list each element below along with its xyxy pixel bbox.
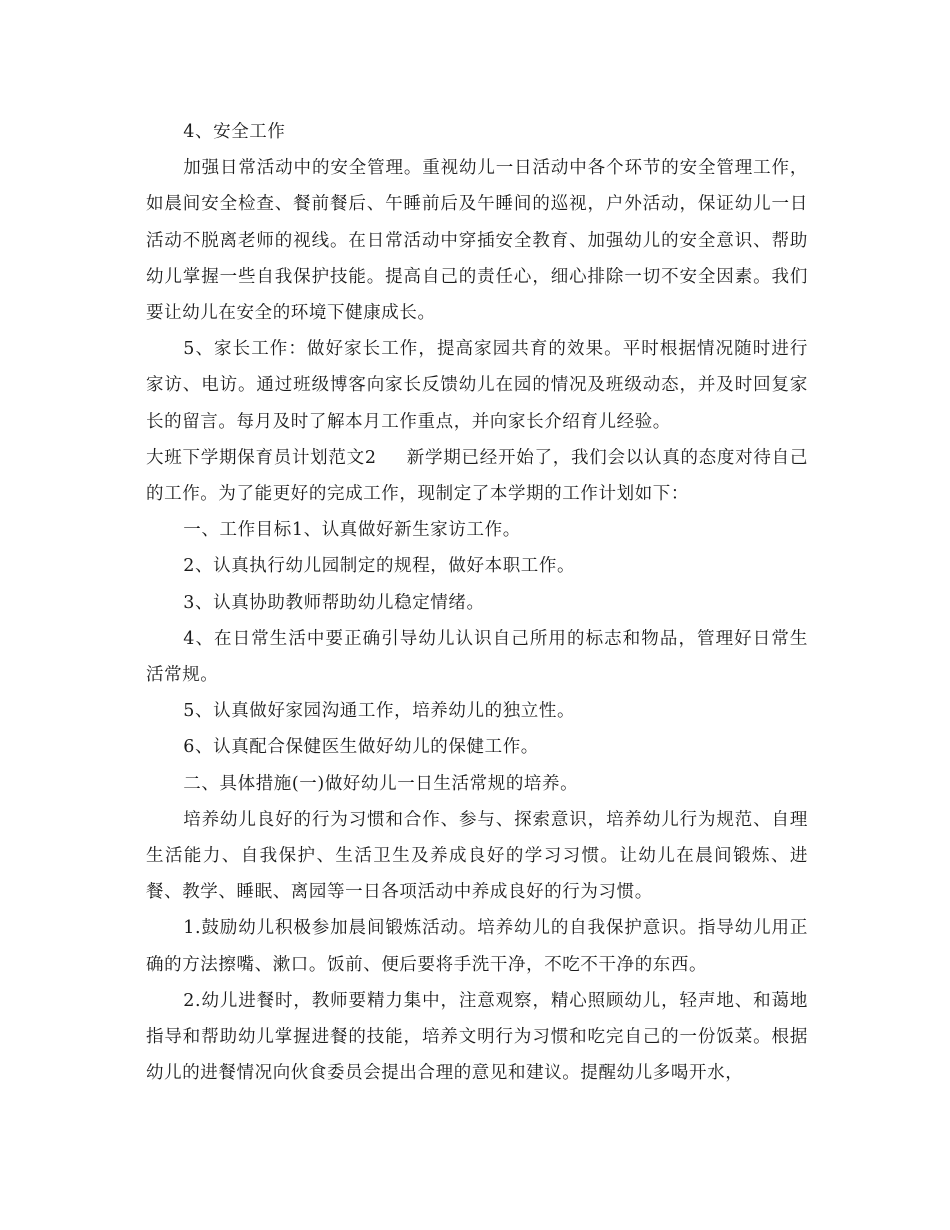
paragraph-measure-2: 2.幼儿进餐时，教师要精力集中，注意观察，精心照顾幼儿，轻声地、和蔼地指导和帮助幼儿掌握进餐的技能，培养文明行为习惯和吃完自己的一份饭菜。根据幼儿的进餐情况向伙食委员会提出合理的意见和建议。提醒幼儿多喝开水， xyxy=(146,990,808,1084)
paragraph-goal-5: 5、认真做好家园沟通工作，培养幼儿的独立性。 xyxy=(183,701,576,722)
document-body xyxy=(146,114,808,1091)
paragraph-plan-intro xyxy=(146,440,808,512)
paragraph-goal-6: 6、认真配合保健医生做好幼儿的保健工作。 xyxy=(183,737,539,758)
paragraph-safety-management: 加强日常活动中的安全管理。重视幼儿一日活动中各个环节的安全管理工作，如晨间安全检查、餐前餐后、午睡前后及午睡间的巡视，户外活动，保证幼儿一日活动不脱离老师的视线。在日常活动中穿插安全教育、加强幼儿的安全意识、帮助幼儿掌握一些自我保护技能。提高自己的责任心，细心排除一切不安全因素。我们要让幼儿在安全的环境下健康成长。 xyxy=(146,158,808,324)
section-title: 大班下学期保育员计划范文2 xyxy=(146,447,377,468)
paragraph-goal-2: 2、认真执行幼儿园制定的规程，做好本职工作。 xyxy=(183,556,576,577)
paragraph-habits: 培养幼儿良好的行为习惯和合作、参与、探索意识，培养幼儿行为规范、自理生活能力、自我保护、生活卫生及养成良好的学习习惯。让幼儿在晨间锻炼、进餐、教学、睡眠、离园等一日各项活动中养成良好的行为习惯。 xyxy=(146,809,808,903)
section-intro-text: 新学期已经开始了，我们会以认真的态度对待自己的工作。为了能更好的完成工作，现制定了本学期的工作计划如下： xyxy=(146,447,808,505)
paragraph-parent-work: 5、家长工作：做好家长工作，提高家园共育的效果。平时根据情况随时进行家访、电访。通过班级博客向家长反馈幼儿在园的情况及班级动态，并及时回复家长的留言。每月及时了解本月工作重点，并向家长介绍育儿经验。 xyxy=(146,339,808,432)
paragraph-measure-1: 1.鼓励幼儿积极参加晨间锻炼活动。培养幼儿的自我保护意识。指导幼儿用正确的方法擦嘴、漱口。饭前、便后要将手洗干净，不吃不干净的东西。 xyxy=(146,918,808,975)
paragraph-measures-heading: 二、具体措施(一)做好幼儿一日生活常规的培养。 xyxy=(183,773,579,794)
paragraph-goal-3: 3、认真协助教师帮助幼儿稳定情绪。 xyxy=(183,592,485,613)
paragraph-goal-1: 一、工作目标1、认真做好新生家访工作。 xyxy=(183,520,521,541)
paragraph-goal-4: 4、在日常生活中要正确引导幼儿认识自己所用的标志和物品，管理好日常生活常规。 xyxy=(146,628,808,686)
paragraph-safety-heading: 4、安全工作 xyxy=(183,122,286,142)
